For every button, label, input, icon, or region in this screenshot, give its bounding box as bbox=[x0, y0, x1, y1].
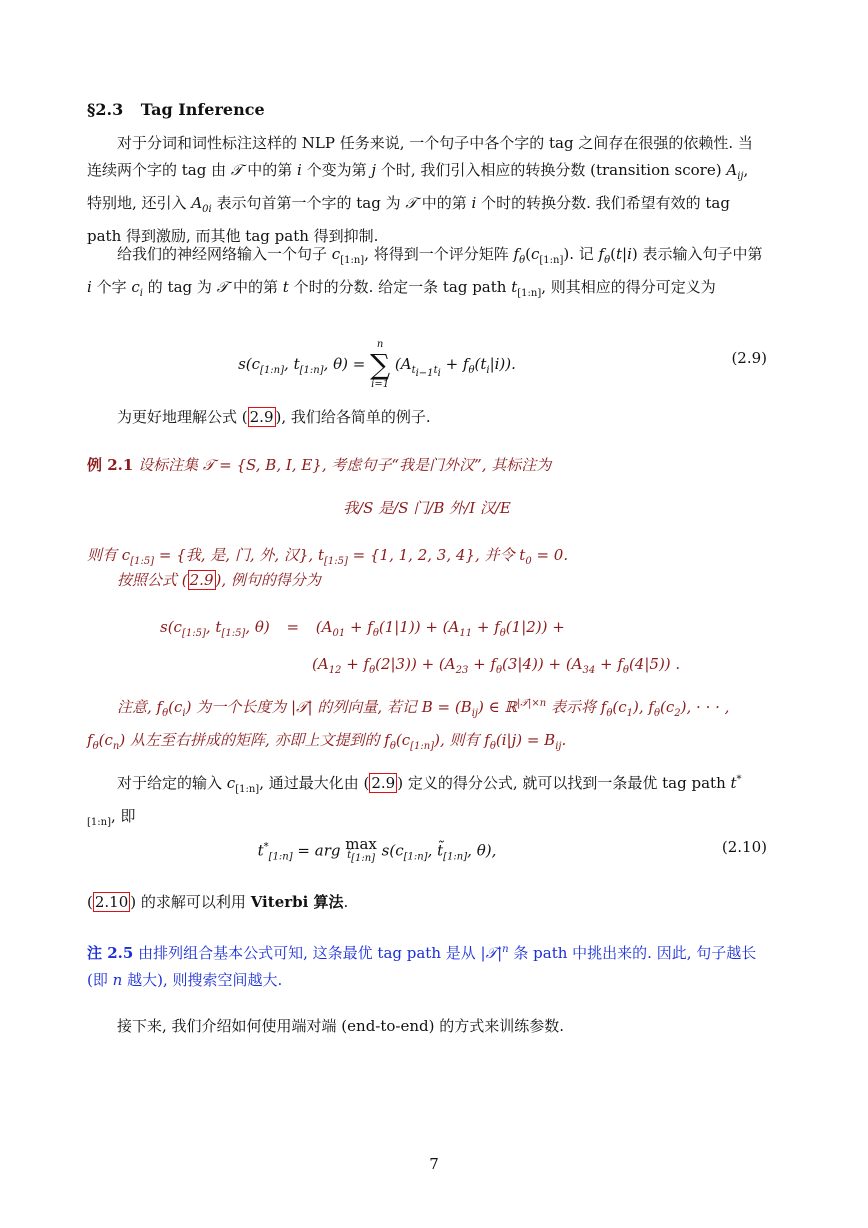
viterbi-term: Viterbi 算法 bbox=[250, 893, 344, 911]
paragraph-optimal-path: 对于给定的输入 $c_{[1:n]}$, 通过最大化由 ( 2.9 ) 定义的得分公式, 就可以找到一条最优 tag path $t^*_{[1:n]}$, 即 bbox=[87, 774, 742, 828]
equation-ref-link[interactable]: 2.9 bbox=[371, 774, 396, 792]
example-definitions: 则有 $c_{[1:5]}$ = {我, 是, 门, 外, 汉}, $t_{[1:5]} = \{1$, 1, 2, 3, 4}, 并令 $t_0 = 0$. bbox=[87, 546, 569, 567]
paragraph-example-intro: 为更好地理解公式 ( 2.9 ), 我们给各简单的例子. bbox=[117, 408, 431, 426]
equation-2-9: $s(c_{[1:n]}$, $t_{[1:n]}$, θ) = n ∑ i=1 $(A_{t_{i-1}t_i} + f_\theta(t_i|i))$. (2.9) bbox=[238, 339, 767, 390]
example-tagged-sentence: 我/S 是/S 门/B 外/I 汉/E bbox=[343, 499, 511, 517]
example-2-1: 例 2.1 设标注集 𝒯 = {S, B, I, E}, 考虑句子“我是门外汉”, 其标注为 bbox=[87, 456, 552, 474]
page-number: 7 bbox=[429, 1155, 439, 1173]
paragraph-score-matrix: 给我们的神经网络输入一个句子 $c_{[1:n]}$, 将得到一个评分矩阵 $f_\theta(c_{[1:n]})$. 记 $f_\theta(t|i)$ 表示输入句子中第 i 个字 $c_i$ 的 tag 为 𝒯 中的第 t 个时的分数. 给定一条 tag path $t_{[1:n]}$, 则其相应的得分可定义为 bbox=[87, 245, 763, 299]
remark-label: 注 2.5 bbox=[87, 944, 134, 962]
paragraph-viterbi: ( 2.10 ) 的求解可以利用 Viterbi 算法. bbox=[87, 893, 349, 911]
example-label: 例 2.1 bbox=[87, 456, 134, 474]
equation-ref-link[interactable]: 2.10 bbox=[94, 893, 129, 911]
section-number: §2.3 bbox=[87, 100, 124, 119]
remark-2-5: 注 2.5 由排列组合基本公式可知, 这条最优 tag path 是从 $|𝒯|^n$ 条 path 中挑出来的. 因此, 句子越长 (即 n 越大), 则搜索空间越大. bbox=[87, 944, 757, 989]
equation-ref-link[interactable]: 2.9 bbox=[189, 571, 214, 589]
section-heading bbox=[87, 96, 767, 123]
paragraph-next: 接下来, 我们介绍如何使用端对端 (end-to-end) 的方式来训练参数. bbox=[117, 1017, 565, 1035]
section-title: Tag Inference bbox=[140, 100, 265, 119]
equation-2-10: $t^*_{[1:n]}$ = arg max $t̃_{[1:n]}$ $s(c_{[1:n]}$, $t̃_{[1:n]}$, θ), (2.10) bbox=[257, 835, 767, 864]
example-score-equation: $s(c_{[1:5]}$, $t_{[1:5]}$, $\theta) = (A_{01} + f_\theta(1|1)) + (A_{11} + f_\theta(1|2))$ + $(A_{12} + f_\theta(2|3)) + (A_{23} + f_\theta(3|4)) + (A_{34} + f_\theta(4|5))$ . bbox=[160, 618, 681, 676]
equation-ref-link[interactable]: 2.9 bbox=[249, 408, 274, 426]
equation-number: (2.10) bbox=[721, 838, 767, 856]
paragraph-transition: 对于分词和词性标注这样的 NLP 任务来说, 一个句子中各个字的 tag 之间存在很强的依赖性. 当连续两个字的 tag 由 𝒯 中的第 i 个变为第 j 个时, 我们引入相应的转换分数 (transition score) $A_{ij}$, 特别地, 还引入 $A_{0i}$ 表示句首第一个字的 tag 为 𝒯 中的第 i 个时的转换分数. 我们希望有效的 tag path 得到激励, 而其他 tag path 得到抑制. bbox=[87, 134, 753, 245]
example-score-intro: 按照公式 ( 2.9 ), 例句的得分为 bbox=[117, 571, 321, 589]
example-note: 注意, $f_\theta(c_i)$ 为一个长度为 |𝒯| 的列向量, 若记 $B = (B_{ij})$ ∈ ℝ$^{|𝒯|\times n}$ 表示将 $f_\theta(c_1)$, $f_\theta(c_2)$, · · · , $f_\theta(c_n)$ 从左至右拼成的矩阵, 亦即上文提到的 $f_\theta(c_{[1:n]})$, 则有 $f_\theta(i|j) = B_{ij}$. bbox=[87, 698, 730, 752]
equation-number: (2.9) bbox=[731, 349, 767, 367]
